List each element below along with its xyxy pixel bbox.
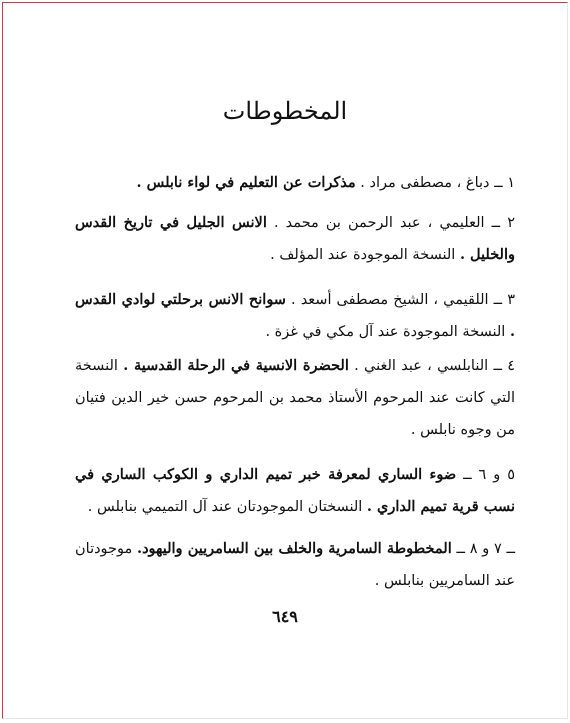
bibliography-entry bbox=[75, 350, 515, 446]
entry-work-title: مذكرات عن التعليم في لواء نابلس . bbox=[136, 174, 356, 191]
entry-work-title: سوانح الانس برحلتي لوادي القدس . bbox=[75, 291, 515, 340]
entry-work-title: الحضرة الانسية في الرحلة القدسية . bbox=[123, 357, 349, 374]
entry-work-title: الانس الجليل في تاريخ القدس والخليل . bbox=[75, 214, 515, 263]
entry-note: النسختان الموجودتان عند آل التميمي بنابلس . bbox=[87, 499, 363, 515]
entry-work-title: المخطوطة السامرية والخلف بين السامريين واليهود. bbox=[137, 540, 452, 557]
entry-author: اللقيمي ، الشيخ مصطفى أسعد . bbox=[291, 292, 489, 308]
entry-author: دباغ ، مصطفى مراد . bbox=[360, 175, 490, 191]
bibliography-entry bbox=[75, 284, 515, 348]
bibliography-entry bbox=[75, 167, 515, 199]
entry-note: النسخة التي كانت عند المرحوم الأستاذ محمد بن المرحوم حسن خير الدين فتيان من وجوه نابلس . bbox=[75, 358, 515, 438]
entry-author: النابلسي ، عبد الغني . bbox=[354, 358, 489, 374]
entry-number: ٤ ــ bbox=[493, 358, 516, 374]
entry-note: النسخة الموجودة عند المؤلف . bbox=[270, 247, 456, 263]
page-number: ٦٤٩ bbox=[272, 607, 298, 626]
entry-number: ٣ ــ bbox=[493, 292, 516, 308]
entry-note: النسخة الموجودة عند آل مكي في غزة . bbox=[265, 324, 506, 340]
bibliography-entry bbox=[75, 459, 515, 523]
entry-note: موجودتان عند السامريين بنابلس . bbox=[75, 541, 515, 589]
entry-work-title: ضوء الساري لمعرفة خبر تميم الداري و الكوكب الساري في نسب قرية تميم الداري . bbox=[75, 466, 515, 515]
entry-number: ١ ــ bbox=[494, 175, 515, 191]
entry-author: العليمي ، عبد الرحمن بن محمد . bbox=[273, 215, 485, 231]
entry-number: ٥ و ٦ ــ bbox=[463, 467, 515, 483]
entry-number: ٢ ــ bbox=[491, 215, 516, 231]
document-page bbox=[2, 2, 568, 719]
entry-number: ــ ٧ و ٨ ــ bbox=[456, 541, 515, 557]
page-title: المخطوطات bbox=[222, 97, 348, 125]
bibliography-entry bbox=[75, 533, 515, 597]
bibliography-entry bbox=[75, 207, 515, 271]
